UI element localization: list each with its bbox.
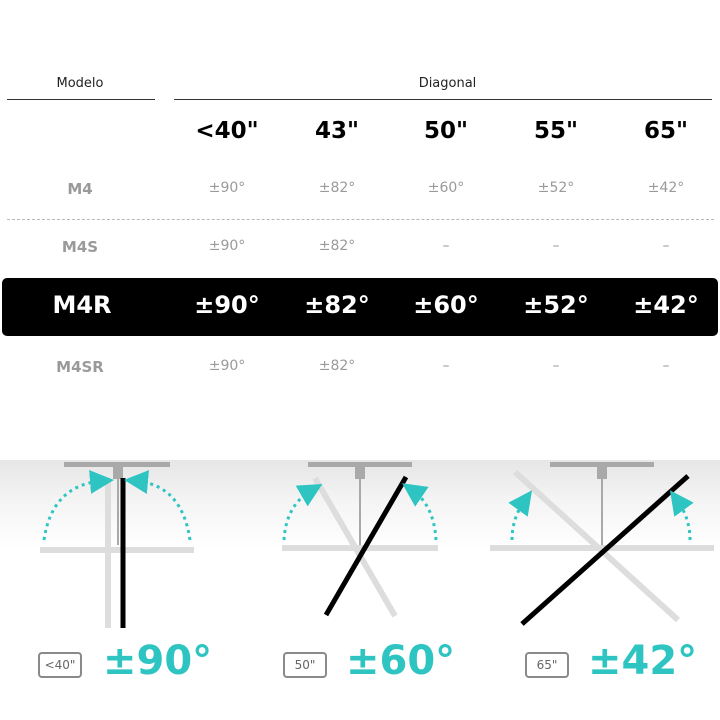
angle-cell: ±90° [208, 358, 246, 374]
swivel-60-diagram-icon [282, 462, 438, 616]
angle-cell: ±42° [633, 291, 699, 319]
size-header: 43" [315, 118, 359, 144]
swivel-90-diagram-icon [40, 462, 194, 628]
angle-label: ±42° [588, 638, 698, 684]
angle-label: ±90° [103, 638, 213, 684]
angle-cell: ±42° [647, 180, 685, 196]
header-divider-diagonal [174, 99, 712, 100]
angle-cell: ±82° [318, 238, 356, 254]
angle-cell: ±90° [194, 291, 260, 319]
angle-cell: ±60° [413, 291, 479, 319]
model-name: M4 [67, 180, 93, 198]
model-name: M4S [61, 238, 99, 256]
table-row-highlighted [2, 278, 718, 336]
column-header-diagonal: Diagonal [418, 76, 477, 91]
angle-cell: – [442, 358, 450, 374]
column-header-modelo: Modelo [56, 76, 104, 91]
angle-cell: ±82° [304, 291, 370, 319]
size-tag: 50" [283, 652, 327, 678]
angle-cell: – [662, 238, 670, 254]
angle-cell: ±90° [208, 180, 246, 196]
row-divider [7, 219, 714, 220]
angle-cell: ±52° [537, 180, 575, 196]
size-tag: <40" [38, 652, 82, 678]
angle-cell: – [552, 238, 560, 254]
angle-label: ±60° [346, 638, 456, 684]
model-name: M4SR [56, 358, 104, 376]
angle-cell: ±90° [208, 238, 246, 254]
angle-cell: – [442, 238, 450, 254]
size-header: 65" [644, 118, 688, 144]
size-header: <40" [195, 118, 259, 144]
model-name: M4R [52, 291, 112, 319]
angle-cell: – [662, 358, 670, 374]
angle-cell: ±52° [523, 291, 589, 319]
size-header: 55" [534, 118, 578, 144]
angle-cell: – [552, 358, 560, 374]
size-tag: 65" [525, 652, 569, 678]
angle-cell: ±60° [427, 180, 465, 196]
size-header: 50" [424, 118, 468, 144]
swivel-diagrams [0, 455, 720, 635]
swivel-42-diagram-icon [490, 462, 714, 624]
angle-cell: ±82° [318, 180, 356, 196]
header-divider-modelo [7, 99, 155, 100]
angle-cell: ±82° [318, 358, 356, 374]
